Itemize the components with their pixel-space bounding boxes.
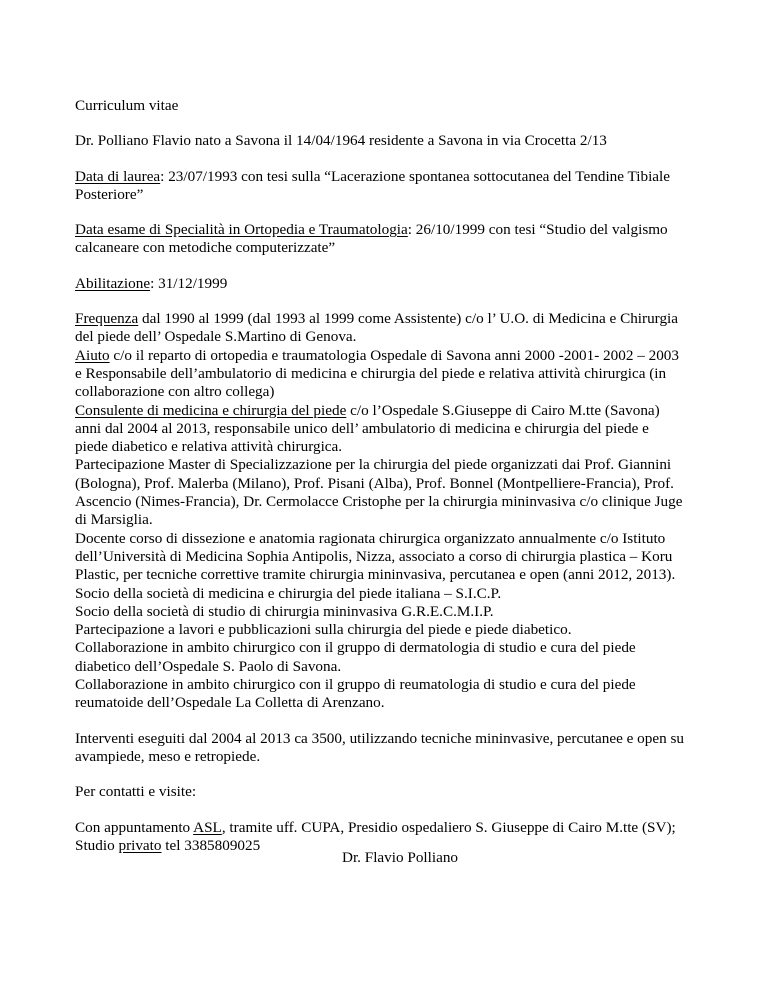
career-paragraph: Frequenza dal 1990 al 1999 (dal 1993 al 1999 come Assistente) c/o l’ U.O. di Medicina e Chirurgia del piede dell’ Ospedale S.Martino di Genova. Aiuto c/o il reparto di ortopedia e traumatologia Ospedale di Savona anni 2000 -2001- 2002 – 2003 e Responsabile dell’ambulatorio di medicina e chirurgia del piede e relativa attività chirurgica (in collaborazione con altro collega) Consulente di medicina e chirurgia del piede c/o l’Ospedale S.Giuseppe di Cairo M.tte (Savona) anni dal 2004 al 2013, responsabile unico dell’ ambulatorio di medicina e chirurgia del piede e piede diabetico e relativa attività chirurgica. Partecipazione Master di Specializzazione per la chirurgia del piede organizzati dai Prof. Giannini (Bologna), Prof. Malerba (Milano), Prof. Pisani (Alba), Prof. Bonnel (Montpelliere-Francia), Prof. Ascencio (Nimes-Francia), Dr. Cermolacce Cristophe per la chirurgia mininvasiva c/o clinique Juge di Marsiglia. Docente corso di dissezione e anatomia ragionata chirurgica organizzato annualmente c/o Istituto dell’Università di Medicina Sophia Antipolis, Nizza, associato a corso di chirurgia plastica – Koru Plastic, per tecniche correttive tramite chirurgia mininvasiva, percutanea e open (anni 2012, 2013). Socio della società di medicina e chirurgia del piede italiana – S.I.C.P. Socio della società di studio di chirurgia mininvasiva G.R.E.C.M.I.P. Partecipazione a lavori e pubblicazioni sulla chirurgia del piede e piede diabetico. Collaborazione in ambito chirurgico con il gruppo di dermatologia di studio e cura del piede diabetico dell’Ospedale S. Paolo di Savona. Collaborazione in ambito chirurgico con il gruppo di reumatologia di studio e cura del piede reumatoide dell’Ospedale La Colletta di Arenzano. xyxy=(75,310,683,712)
intro-paragraph: Dr. Polliano Flavio nato a Savona il 14/04/1964 residente a Savona in via Crocetta 2/13 xyxy=(75,132,607,150)
specialita-label: Data esame di Specialità in Ortopedia e Traumatologia xyxy=(75,221,408,239)
frequenza-label: Frequenza xyxy=(75,310,139,328)
laurea-label: Data di laurea xyxy=(75,167,161,185)
document-title: Curriculum vitae xyxy=(75,97,179,114)
asl-text: ASL xyxy=(193,818,222,836)
abilitazione-label: Abilitazione xyxy=(75,274,151,292)
contatti-paragraph: Con appuntamento ASL, tramite uff. CUPA, Presidio ospedaliero S. Giuseppe di Cairo M.tte (SV); Studio privato tel 3385809025 xyxy=(75,818,676,854)
document-body xyxy=(75,97,715,872)
contatti-heading: Per contatti e visite: xyxy=(75,783,197,801)
aiuto-label: Aiuto xyxy=(75,346,110,364)
signature: Dr. Flavio Polliano xyxy=(341,849,459,866)
specialita-paragraph: Data esame di Specialità in Ortopedia e Traumatologia: 26/10/1999 con tesi “Studio del valgismo calcaneare con metodiche computerizzate” xyxy=(75,221,668,257)
abilitazione-paragraph: Abilitazione: 31/12/1999 xyxy=(75,274,228,292)
privato-text: privato xyxy=(118,836,162,854)
laurea-paragraph: Data di laurea: 23/07/1993 con tesi sulla “Lacerazione spontanea sottocutanea del Tendine Tibiale Posteriore” xyxy=(75,167,670,203)
interventi-paragraph: Interventi eseguiti dal 2004 al 2013 ca 3500, utilizzando tecniche mininvasive, percutanee e open su avampiede, meso e retropiede. xyxy=(75,729,684,765)
consulente-label: Consulente di medicina e chirurgia del piede xyxy=(75,401,347,419)
